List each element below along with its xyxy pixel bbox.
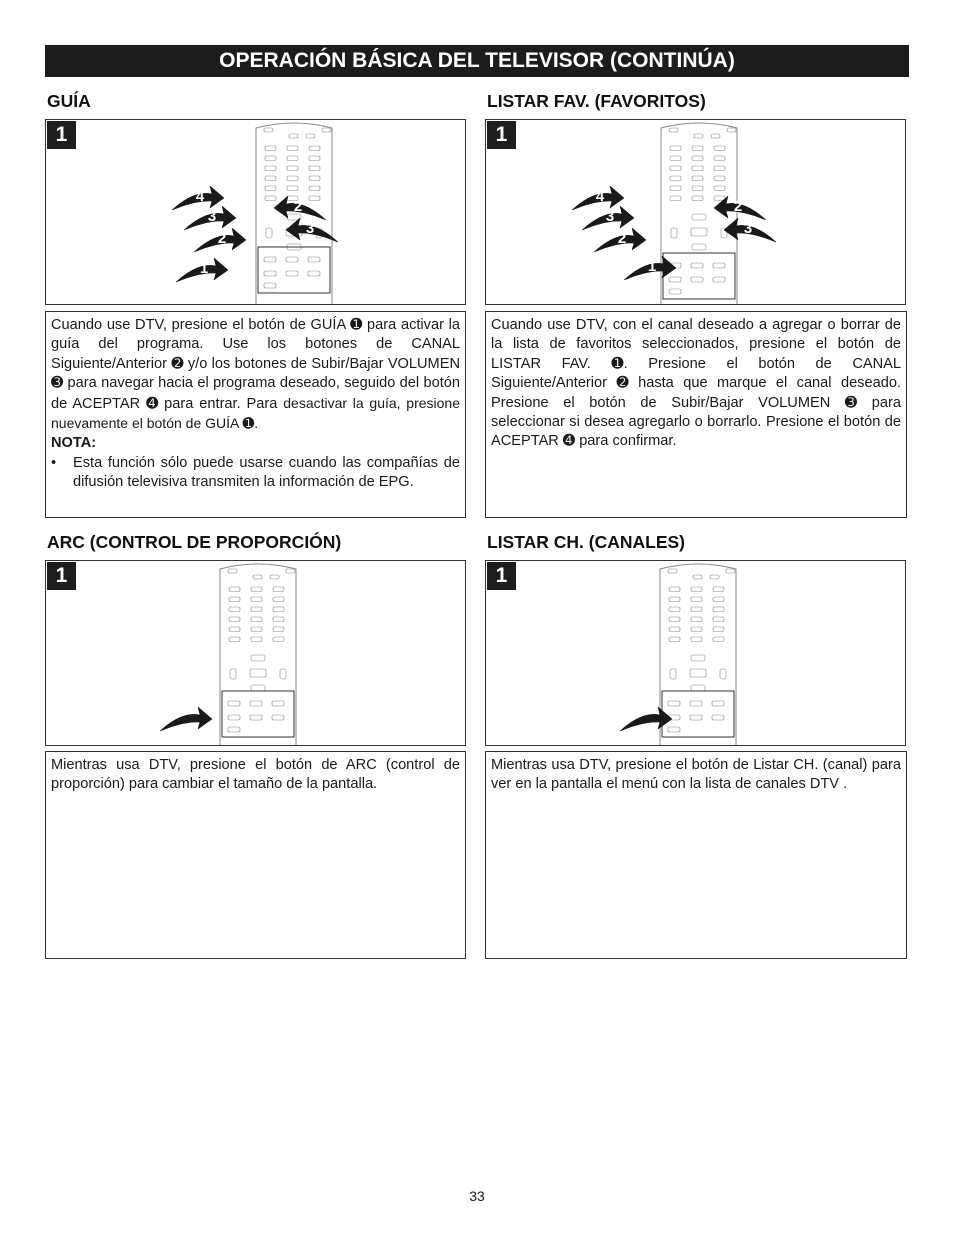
page-title: OPERACIÓN BÁSICA DEL TELEVISOR (CONTINÚA) (219, 49, 735, 72)
step-number: 1 (487, 121, 516, 149)
callout-arrows (46, 561, 465, 745)
section-title-arc: ARC (CONTROL DE PROPORCIÓN) (47, 532, 342, 552)
circled-3-icon: ➌ (844, 394, 858, 411)
callout-number: 3 (207, 208, 217, 225)
callout-number: 1 (647, 258, 657, 275)
callout-number: 2 (617, 230, 627, 247)
figure-guia (45, 119, 466, 305)
figure-arc (45, 560, 466, 746)
callout-number: 2 (217, 230, 227, 247)
step-number: 1 (47, 562, 76, 590)
callout-number: 4 (595, 188, 605, 205)
callout-number: 3 (605, 208, 615, 225)
listar-fav-body: Cuando use DTV, con el canal deseado a agregar o borrar de la lista de favoritos seleccionados, presione el botón de LISTAR FAV. ➊. Presione el botón de CANAL Siguiente/Anterior ➋ hasta que marque el canal deseado. Presione el botón de Subir/Bajar VOLUMEN ➌ para seleccionar si desea agregarlo o borrarlo. Presione el botón de ACEPTAR ➍ para confirmar. (491, 317, 902, 450)
note-text: Esta función sólo puede usarse cuando las compañías de difusión televisiva transmiten la información de EPG. (73, 454, 460, 491)
circled-1-icon: ➊ (242, 415, 255, 432)
circled-4-icon: ➍ (146, 395, 159, 412)
callout-arrows (486, 561, 905, 745)
callout-number: 3 (305, 220, 315, 237)
callout-number: 4 (195, 188, 205, 205)
callout-number: 2 (293, 198, 303, 215)
circled-1-icon: ➊ (350, 317, 363, 333)
guia-body: Cuando use DTV, presione el botón de GUÍA ➊ para activar la guía del programa. Use los botones de CANAL Siguiente/Anterior ➋ y/o los botones de Subir/Bajar VOLUMEN ➌ para navegar hacia el programa deseado, seguido del botón de ACEPTAR ➍ para entrar. Para desactivar la guía, presione nuevamente el botón de GUÍA ➊. (51, 317, 460, 432)
listar-ch-body: Mientras usa DTV, presione el botón de Listar CH. (canal) para ver en la pantalla el menú con la lista de canales DTV . (491, 757, 901, 793)
bullet-marker: • (51, 454, 57, 471)
figure-listar-fav (485, 119, 906, 305)
circled-2-icon: ➋ (616, 375, 629, 392)
section-title-listar-ch: LISTAR CH. (CANALES) (487, 532, 685, 552)
callout-arrow-icon (160, 707, 212, 731)
page-number: 33 (469, 1188, 485, 1204)
text-box-arc (45, 751, 466, 959)
note-item (51, 454, 460, 493)
callout-number: 2 (733, 198, 743, 215)
step-number: 1 (47, 121, 76, 149)
text-box-guia (45, 311, 466, 518)
arc-body: Mientras usa DTV, presione el botón de ARC (control de proporción) para cambiar el tamaño de la pantalla. (51, 757, 460, 793)
page-banner (45, 45, 909, 77)
circled-2-icon: ➋ (171, 355, 184, 372)
figure-listar-ch (485, 560, 906, 746)
section-title-guia: GUÍA (47, 91, 91, 111)
circled-3-icon: ➌ (51, 375, 64, 392)
callout-arrow-icon (620, 707, 672, 731)
note-title: NOTA: (51, 435, 97, 452)
section-title-listar-fav: LISTAR FAV. (FAVORITOS) (487, 91, 706, 111)
callout-arrows (486, 120, 905, 304)
circled-4-icon: ➍ (562, 433, 576, 450)
text-box-listar-fav (485, 311, 907, 518)
callout-number: 1 (199, 260, 209, 277)
callout-number: 3 (743, 220, 753, 237)
text-box-listar-ch (485, 751, 907, 959)
step-number: 1 (487, 562, 516, 590)
callout-arrows (46, 120, 465, 304)
circled-1-icon: ➊ (611, 355, 624, 372)
